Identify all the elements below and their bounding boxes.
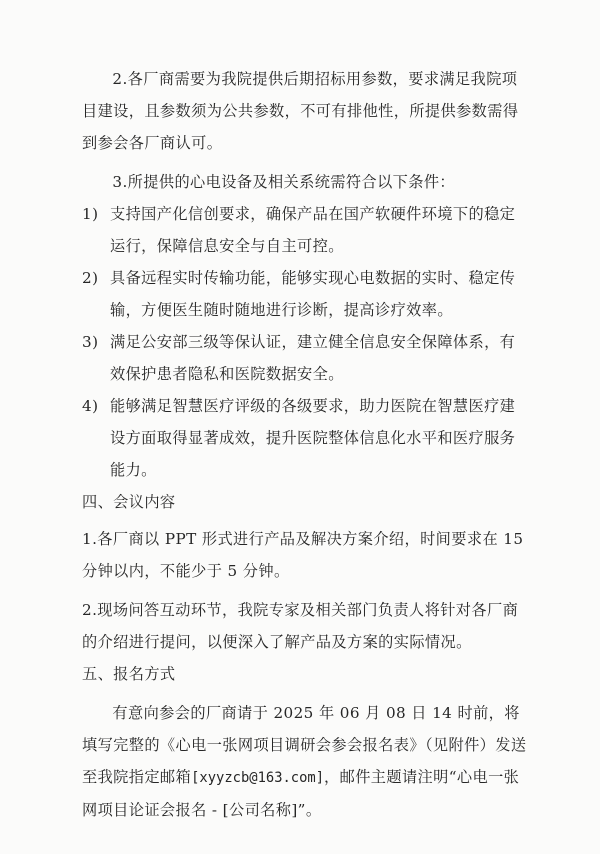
- condition-item: [82, 390, 530, 486]
- document-body: [82, 63, 530, 826]
- condition-number: 4): [82, 397, 99, 415]
- condition-item: [82, 262, 530, 326]
- registration-email: [xyyzcb@163.com]: [191, 770, 325, 786]
- condition-text: 满足公安部三级等保认证，建立健全信息安全保障体系，有效保护患者隐私和医院数据安全。: [110, 333, 516, 383]
- condition-number: 3): [82, 333, 99, 351]
- condition-text: 能够满足智慧医疗评级的各级要求，助力医院在智慧医疗建设方面取得显著成效，提升医院整体信息化水平和医疗服务能力。: [110, 397, 516, 479]
- meeting-content-item-1: 1.各厂商以 PPT 形式进行产品及解决方案介绍，时间要求在 15 分钟以内，不能少于 5 分钟。: [82, 530, 524, 580]
- registration-text-before-email: 有意向参会的厂商请于 2025 年 06 月 08 日 14 时前，将填写完整的《心电一张网项目调研会参会报名表》（见附件）发送至我院指定邮箱: [82, 704, 527, 786]
- requirement-paragraph-3: 3.所提供的心电设备及相关系统需符合以下条件：: [112, 173, 456, 191]
- condition-text: 支持国产化信创要求，确保产品在国产软硬件环境下的稳定运行，保障信息安全与自主可控。: [110, 205, 516, 255]
- section-heading-meeting-content: 四、会议内容: [82, 493, 176, 511]
- section-heading-registration: 五、报名方式: [82, 665, 176, 683]
- condition-text: 具备远程实时传输功能，能够实现心电数据的实时、稳定传输，方便医生随时随地进行诊断，提高诊疗效率。: [110, 269, 516, 319]
- registration-paragraph: [82, 697, 530, 826]
- requirement-paragraph-2: 2.各厂商需要为我院提供后期招标用参数，要求满足我院项目建设，且参数须为公共参数，不可有排他性，所提供参数需得到参会各厂商认可。: [82, 70, 519, 152]
- registration-text-after-email: ，邮件主题请注明“心电一张网项目论证会报名 - [公司名称]”。: [82, 768, 520, 819]
- meeting-content-item-2: 2.现场问答互动环节，我院专家及相关部门负责人将针对各厂商的介绍进行提问，以便深入了解产品及方案的实际情况。: [82, 601, 519, 651]
- condition-number: 2): [82, 269, 99, 287]
- condition-item: [82, 198, 530, 262]
- condition-item: [82, 326, 530, 390]
- condition-number: 1): [82, 205, 99, 223]
